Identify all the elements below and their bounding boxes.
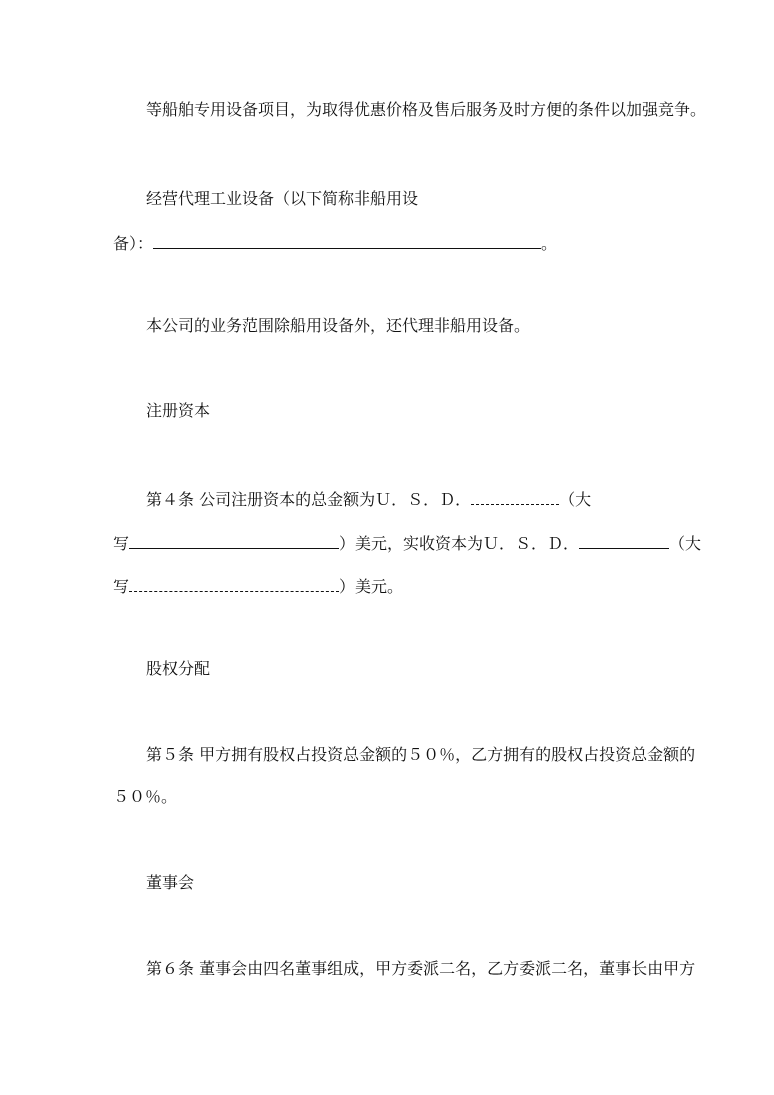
paragraph-scope-summary: 本公司的业务范围除船用设备外，还代理非船用设备。 [146, 316, 531, 335]
article5-line2: ５０％。 [113, 787, 178, 806]
paid-capital-amount-field[interactable] [579, 531, 669, 549]
article4-line2-prefix: 写 [113, 534, 130, 553]
article4-line3-suffix: ）美元。 [339, 577, 404, 596]
agency-prefix: 备）： [113, 234, 154, 253]
paragraph-agency-line2 [113, 231, 557, 254]
agency-suffix: 。 [541, 234, 558, 253]
article4-line1-suffix: （大 [559, 490, 592, 509]
article5-line1: 第５条 甲方拥有股权占投资总金额的５０％，乙方拥有的股权占投资总金额的 [146, 745, 696, 764]
registered-capital-amount-field[interactable] [471, 487, 559, 505]
paragraph-business-scope-end: 等船舶专用设备项目，为取得优惠价格及售后服务及时方便的条件以加强竞争。 [146, 100, 707, 119]
article4-line2-middle: ）美元，实收资本为Ｕ．Ｓ．Ｄ． [339, 534, 580, 553]
heading-board: 董事会 [146, 873, 195, 892]
heading-registered-capital: 注册资本 [146, 401, 211, 420]
paid-capital-words-field[interactable] [129, 574, 339, 592]
article4-line3-prefix: 写 [113, 577, 130, 596]
agency-blank-field[interactable] [153, 231, 541, 249]
heading-equity-distribution: 股权分配 [146, 659, 211, 678]
article4-line2 [113, 531, 701, 554]
registered-capital-words-field[interactable] [129, 531, 339, 549]
article6-line1: 第６条 董事会由四名董事组成，甲方委派二名，乙方委派二名，董事长由甲方 [146, 959, 696, 978]
article4-text: 第４条 公司注册资本的总金额为Ｕ．Ｓ．Ｄ． [146, 490, 472, 509]
article4-line3 [113, 574, 403, 597]
article4-line2-suffix: （大 [669, 534, 702, 553]
paragraph-agency-line1: 经营代理工业设备（以下简称非船用设 [146, 189, 419, 208]
article4-line1 [146, 487, 591, 510]
